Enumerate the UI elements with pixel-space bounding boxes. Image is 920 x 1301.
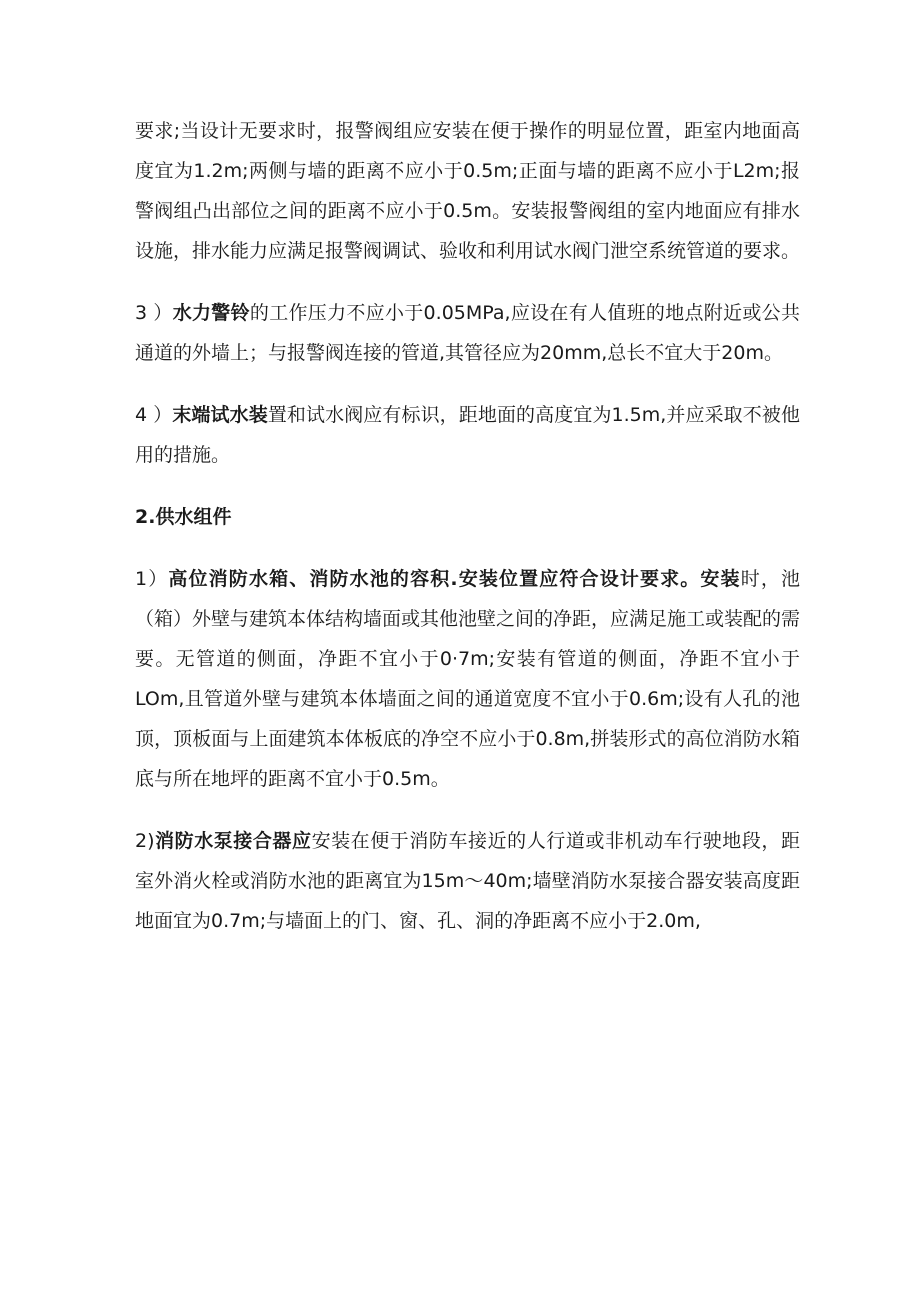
bold-term: 水力警铃 [172,302,250,324]
paragraph-water-gong [135,293,800,373]
bold-term: 消防水泵接合器应 [154,830,312,852]
paragraph-alarm-valve [135,111,800,271]
text-segment: 安装在便于消防车接近的人行道或非机动车行驶地段，距室外消火栓或消防水池的距离宜为15m～40m;墙壁消防水泵接合器安装高度距地面宜为0.7m;与墙面上的门、窗、孔、洞的净距离不应小于2.0m, [135,830,800,932]
text-segment: 4 ） [135,404,173,426]
section-heading: 2.供水组件 [135,506,232,528]
text-segment: 1） [135,568,169,590]
bold-term: 高位消防水箱、消防水池的容积.安装位置应符合设计要求。安装 [168,568,741,590]
paragraph-end-test-device [135,395,800,475]
paragraph-pump-connector [135,821,800,941]
text-segment: 的工作压力不应小于0.05MPa,应设在有人值班的地点附近或公共通道的外墙上；与报警阀连接的管道,其管径应为20mm,总长不宜大于20m。 [135,302,800,364]
text-segment: 置和试水阀应有标识，距地面的高度宜为1.5m,并应采取不被他用的措施。 [135,404,800,466]
text-segment: 3 ） [135,302,173,324]
text-segment: 2) [135,830,155,852]
text-segment: 要求;当设计无要求时，报警阀组应安装在便于操作的明显位置，距室内地面高度宜为1.2m;两侧与墙的距离不应小于0.5m;正面与墙的距离不应小于L2m;报警阀组凸出部位之间的距离不应小于0.5m。安装报警阀组的室内地面应有排水设施，排水能力应满足报警阀调试、验收和利用试水阀门泄空系统管道的要求。 [135,120,801,262]
bold-term: 末端试水装 [172,404,268,426]
paragraph-water-tank [135,559,800,799]
text-segment: 时，池（箱）外壁与建筑本体结构墙面或其他池壁之间的净距，应满足施工或装配的需要。无管道的侧面，净距不宜小于0·7m;安装有管道的侧面，净距不宜小于LOm,且管道外壁与建筑本体墙面之间的通道宽度不宜小于0.6m;设有人孔的池顶，顶板面与上面建筑本体板底的净空不应小于0.8m,拼装形式的高位消防水箱底与所在地坪的距离不宜小于0.5m。 [135,568,801,790]
